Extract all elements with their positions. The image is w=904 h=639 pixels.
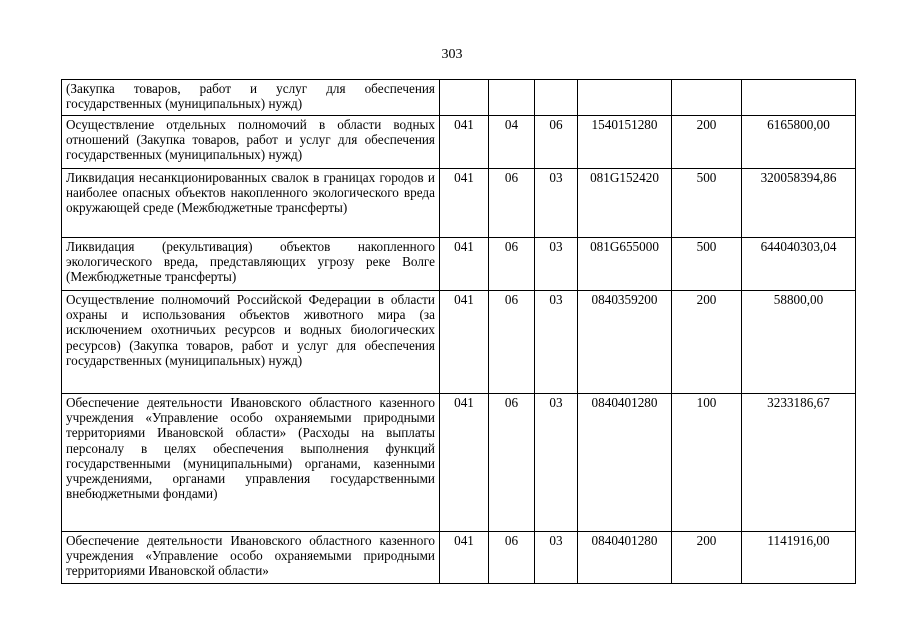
table-row: [62, 238, 856, 291]
row-grbs-code: 041: [440, 238, 489, 291]
row-target-article: 081G655000: [578, 238, 672, 291]
row-section-code: 06: [489, 238, 535, 291]
table-row: [62, 291, 856, 394]
row-amount: 644040303,04: [742, 238, 856, 291]
row-grbs-code: 041: [440, 532, 489, 584]
row-subsection-code: 06: [535, 116, 578, 169]
table-row: [62, 394, 856, 532]
row-subsection-code: 03: [535, 238, 578, 291]
row-expense-type: 100: [672, 394, 742, 532]
table-row: [62, 116, 856, 169]
budget-table: [61, 79, 856, 584]
table-row: [62, 80, 856, 116]
row-expense-type: 500: [672, 238, 742, 291]
row-expense-type: 200: [672, 291, 742, 394]
row-section-code: 06: [489, 169, 535, 238]
row-target-article: 0840401280: [578, 532, 672, 584]
row-section-code: 06: [489, 394, 535, 532]
row-amount: 1141916,00: [742, 532, 856, 584]
row-description: Осуществление полномочий Российской Федерации в области охраны и использования объектов животного мира (за исключением охотничьих ресурсов и водных биологических ресурсов) (Закупка товаров, работ и услуг для обеспечения государственных (муниципальных) нужд): [62, 291, 440, 394]
row-expense-type: 200: [672, 116, 742, 169]
table-row: [62, 169, 856, 238]
table-row: [62, 532, 856, 584]
row-amount: 6165800,00: [742, 116, 856, 169]
row-description: Обеспечение деятельности Ивановского областного казенного учреждения «Управление особо охраняемыми природными территориями Ивановской области» (Расходы на выплаты персоналу в целях обеспечения выполнения функций государственными (муниципальными) органами, казенными учреждениями, органами управления государственными внебюджетными фондами): [62, 394, 440, 532]
row-subsection-code: 03: [535, 394, 578, 532]
row-grbs-code: 041: [440, 116, 489, 169]
row-amount: [742, 80, 856, 116]
row-subsection-code: [535, 80, 578, 116]
row-target-article: 081G152420: [578, 169, 672, 238]
row-expense-type: 200: [672, 532, 742, 584]
row-description: (Закупка товаров, работ и услуг для обеспечения государственных (муниципальных) нужд): [62, 80, 440, 116]
row-target-article: 0840359200: [578, 291, 672, 394]
row-expense-type: [672, 80, 742, 116]
row-subsection-code: 03: [535, 169, 578, 238]
row-target-article: [578, 80, 672, 116]
row-section-code: 06: [489, 291, 535, 394]
row-grbs-code: 041: [440, 169, 489, 238]
row-grbs-code: 041: [440, 291, 489, 394]
row-description: Обеспечение деятельности Ивановского областного казенного учреждения «Управление особо охраняемыми природными территориями Ивановской области»: [62, 532, 440, 584]
row-section-code: [489, 80, 535, 116]
row-description: Ликвидация несанкционированных свалок в границах городов и наиболее опасных объектов накопленного экологического вреда окружающей среде (Межбюджетные трансферты): [62, 169, 440, 238]
row-amount: 320058394,86: [742, 169, 856, 238]
row-grbs-code: [440, 80, 489, 116]
row-target-article: 1540151280: [578, 116, 672, 169]
row-description: Осуществление отдельных полномочий в области водных отношений (Закупка товаров, работ и услуг для обеспечения государственных (муниципальных) нужд): [62, 116, 440, 169]
row-target-article: 0840401280: [578, 394, 672, 532]
row-amount: 3233186,67: [742, 394, 856, 532]
row-subsection-code: 03: [535, 291, 578, 394]
row-description: Ликвидация (рекультивация) объектов накопленного экологического вреда, представляющих угрозу реке Волге (Межбюджетные трансферты): [62, 238, 440, 291]
row-grbs-code: 041: [440, 394, 489, 532]
row-expense-type: 500: [672, 169, 742, 238]
row-subsection-code: 03: [535, 532, 578, 584]
row-section-code: 06: [489, 532, 535, 584]
page-number: 303: [441, 47, 463, 62]
row-section-code: 04: [489, 116, 535, 169]
row-amount: 58800,00: [742, 291, 856, 394]
